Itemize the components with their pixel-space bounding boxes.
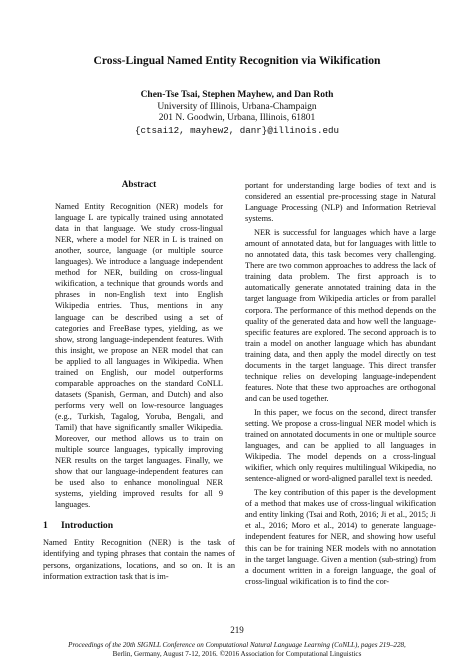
introduction-paragraph-1-continued: portant for understanding large bodies of text and is considered an essential pre-processing stage in Natural Language Processing (NLP) and Information Retrieval systems.	[245, 181, 436, 224]
author-emails: {ctsai12, mayhew2, danr}@illinois.edu	[135, 124, 339, 136]
abstract-text: Named Entity Recognition (NER) models for language L are typically trained using annotated data in that language. We study cross-lingual NER, where a model for NER in L is trained on another, source, language (or multiple source languages). We introduce a language independent method for NER, building on cross-lingual wikification, a technique that grounds words and phrases in non-English text into English Wikipedia entries. Thus, mentions in any language can be described using a set of categories and FreeBase types, yielding, as we show, strong language-independent features. With this insight, we propose an NER model that can be applied to all languages in Wikipedia. When trained on English, our model outperforms comparable approaches on the standard CoNLL datasets (Spanish, German, and Dutch) and also performs very well on low-resource languages (e.g., Turkish, Tagalog, Yoruba, Bengali, and Tamil) that have significantly smaller Wikipedia. Moreover, our method allows us to train on multiple source languages, typically improving NER results on the target languages. Finally, we show that our language-independent features can be used also to enhance monolingual NER systems, yielding improved results for all 9 languages.	[55, 202, 223, 510]
section-title: Introduction	[61, 520, 114, 532]
abstract-section	[43, 180, 235, 510]
right-column	[245, 180, 436, 587]
address: 201 N. Goodwin, Urbana, Illinois, 61801	[158, 113, 316, 124]
paper-title: Cross-Lingual Named Entity Recognition via Wikification	[93, 54, 381, 67]
section-number: 1	[43, 520, 48, 532]
introduction-paragraph-2: NER is successful for languages which have a large amount of annotated data, but for languages with little to no annotated data, this task becomes very challenging. There are two common approaches to address the lack of training data problem. The first approach is to automatically generate annotated training data in the target language from Wikipedia articles or from parallel corpora. The performance of this method depends on the quality of the generated data and how well the language-specific features are explored. The second approach is to train a model on another language which has abundant training data, and then apply the model directly on test documents in the target language. This direct transfer technique relies on developing language-independent features. Note that these two approaches are orthogonal and can be used together.	[245, 228, 436, 403]
proceedings-line-1: Proceedings of the 20th SIGNLL Conference on Computational Natural Language Learning (CoNLL), pages 219–228,	[68, 641, 406, 649]
introduction-paragraph-3: In this paper, we focus on the second, direct transfer setting. We propose a cross-lingual NER model which is trained on annotated documents in one or multiple source languages, and can be applied to all languages in Wikipedia. The model depends on a cross-lingual wikifier, which only requires multilingual Wikipedia, no sentence-aligned or word-aligned parallel text is needed.	[245, 407, 436, 484]
proceedings-footer	[40, 641, 434, 659]
proceedings-line-2: Berlin, Germany, August 7-12, 2016. ©2016 Association for Computational Linguistics	[112, 650, 362, 658]
author-names: Chen-Tse Tsai, Stephen Mayhew, and Dan Roth	[140, 90, 334, 100]
left-column	[43, 180, 235, 582]
page-number: 219	[230, 625, 244, 635]
introduction-paragraph-1: Named Entity Recognition (NER) is the task of identifying and typing phrases that contain the names of persons, organizations, locations, and so on. It is an information extraction task that is im-	[43, 538, 235, 581]
introduction-heading	[43, 520, 235, 531]
affiliation: University of Illinois, Urbana-Champaign	[157, 101, 317, 112]
introduction-paragraph-4: The key contribution of this paper is the development of a method that makes use of cross-lingual wikification and entity linking (Tsai and Roth, 2016; Ji et al., 2015; Ji et al., 2016; Moro et al., 2014) to generate language-independent features for NER, and showing how useful this can be for training NER models with no annotation in the target language. Given a mention (sub-string) from a document written in a foreign language, the goal of cross-lingual wikification is to find the cor-	[245, 488, 436, 586]
author-block	[40, 90, 434, 136]
abstract-heading: Abstract	[121, 180, 157, 190]
